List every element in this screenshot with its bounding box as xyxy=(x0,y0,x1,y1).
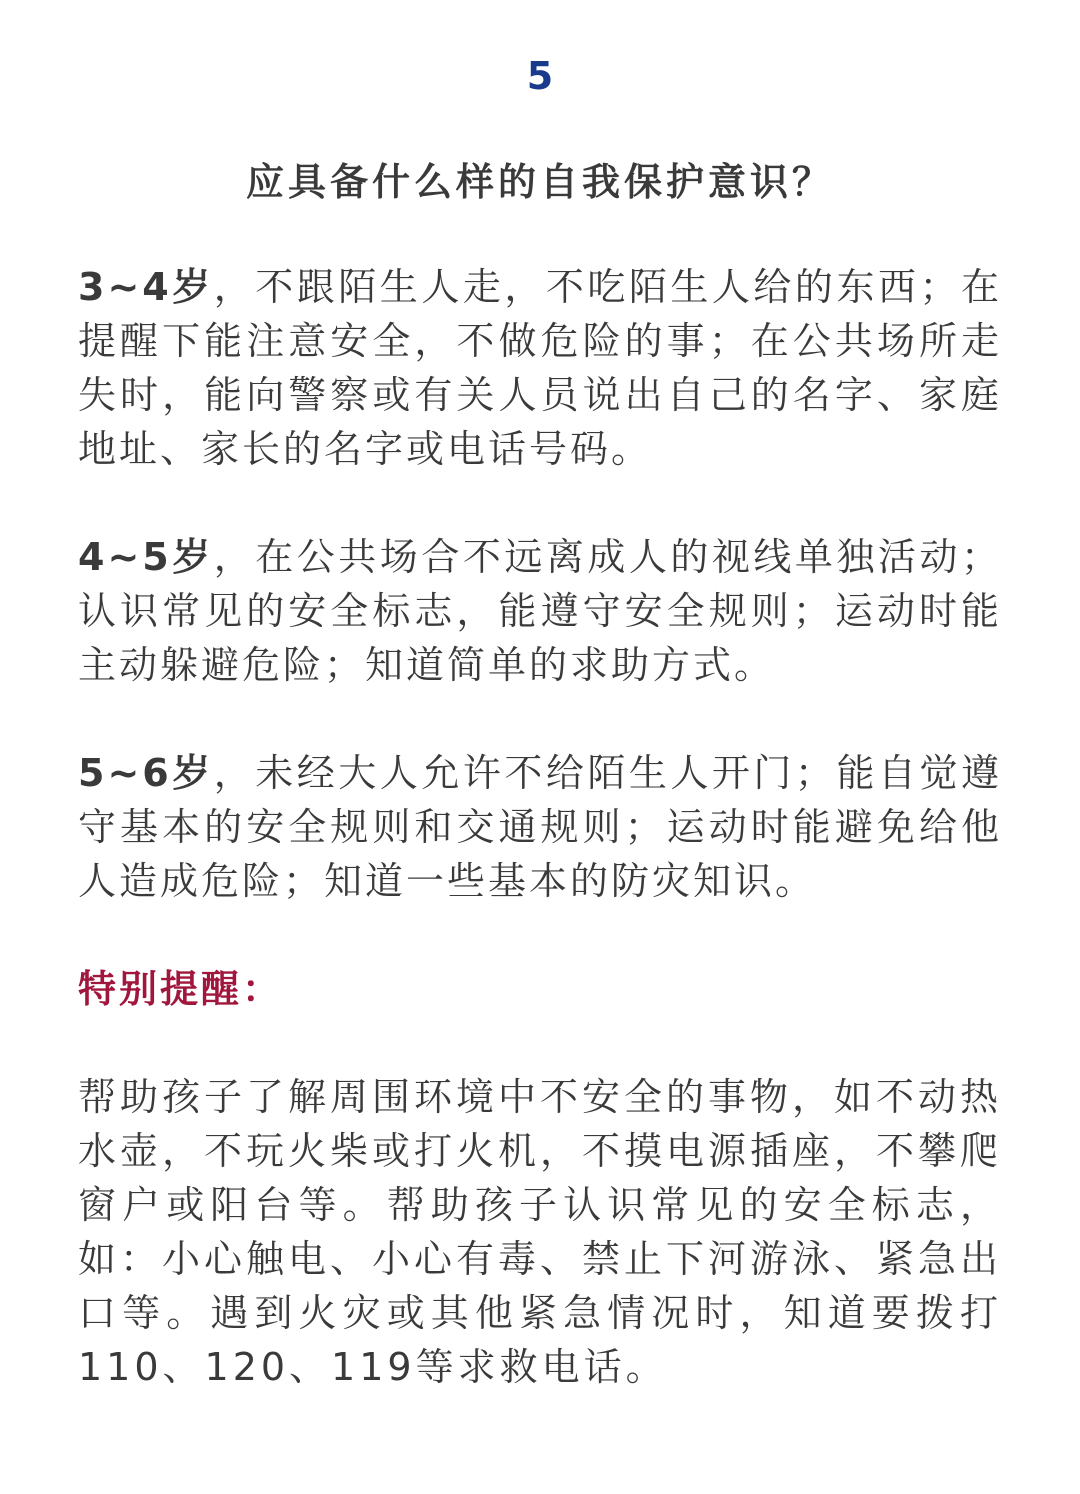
age-paragraph-4-5 xyxy=(78,530,1002,692)
reminder-paragraph: 帮助孩子了解周围环境中不安全的事物，如不动热水壶，不玩火柴或打火机，不摸电源插座，不攀爬窗户或阳台等。帮助孩子认识常见的安全标志，如：小心触电、小心有毒、禁止下河游泳、紧急出口等。遇到火灾或其他紧急情况时，知道要拨打110、120、119等求救电话。 xyxy=(78,1075,1003,1389)
age-paragraph-3-4 xyxy=(78,260,1002,476)
age-label: 3~4岁 xyxy=(78,265,214,309)
age-paragraph-5-6 xyxy=(78,746,1002,908)
age-label: 4~5岁 xyxy=(78,535,214,579)
section-title: 应具备什么样的自我保护意识？ xyxy=(245,160,834,204)
age-description: ，未经大人允许不给陌生人开门；能自觉遵守基本的安全规则和交通规则；运动时能避免给他人造成危险；知道一些基本的防灾知识。 xyxy=(78,751,1002,903)
reminder-heading: 特别提醒： xyxy=(78,967,284,1011)
section-number: 5 xyxy=(526,54,554,98)
age-label: 5~6岁 xyxy=(78,751,214,795)
age-description: ，不跟陌生人走，不吃陌生人给的东西；在提醒下能注意安全，不做危险的事；在公共场所走失时，能向警察或有关人员说出自己的名字、家庭地址、家长的名字或电话号码。 xyxy=(78,265,1002,471)
age-description: ，在公共场合不远离成人的视线单独活动；认识常见的安全标志，能遵守安全规则；运动时能主动躲避危险；知道简单的求助方式。 xyxy=(78,535,1002,687)
